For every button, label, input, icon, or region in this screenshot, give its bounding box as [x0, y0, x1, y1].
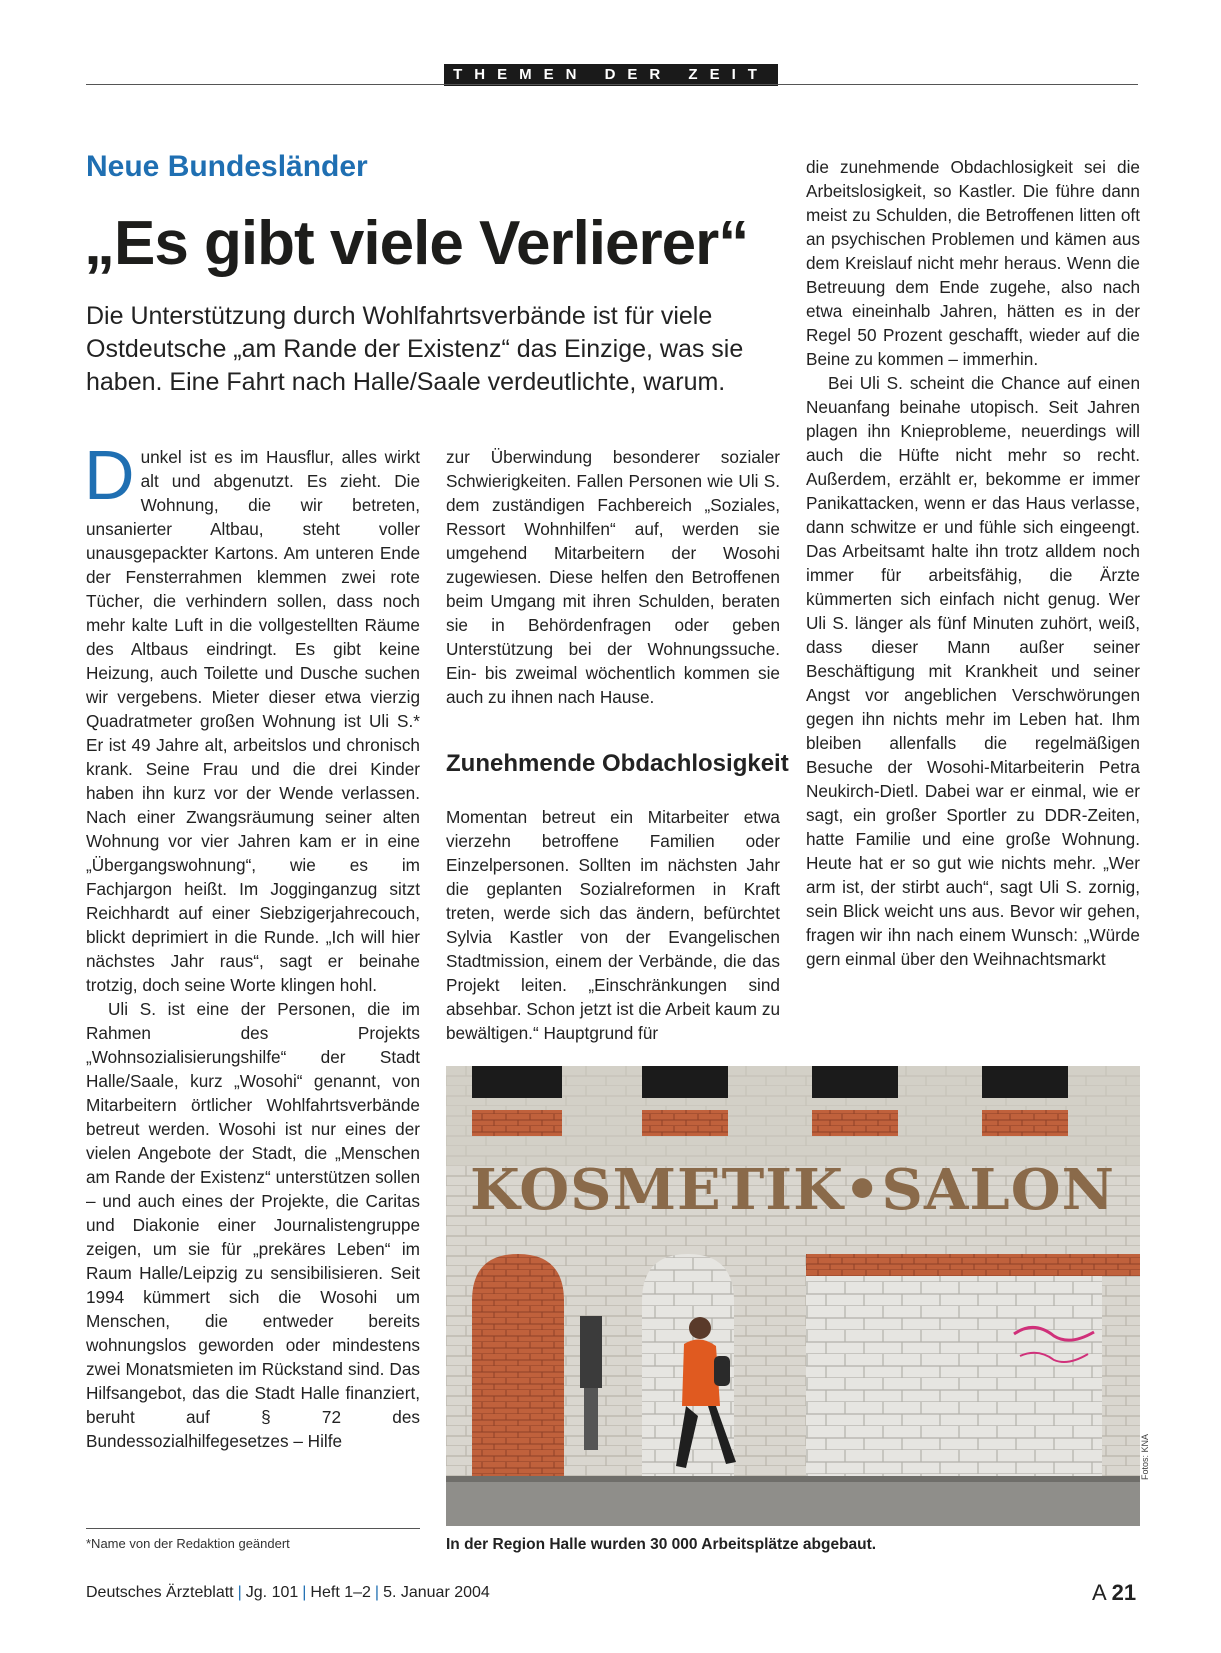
page-number: A 21	[1092, 1580, 1137, 1605]
paragraph: Momentan betreut ein Mitarbeiter etwa vierzehn betroffene Familien oder Einzelpersonen. Sollten im nächsten Jahr die geplanten Sozialreformen in Kraft treten, werde sich das ändern, befürchtet Sylvia Kastler von der Evangelischen Stadtmission, einem der Verbände, die das Projekt leiten. „Einschränkungen sind absehbar. Schon jetzt ist die Arbeit kaum zu bewältigen.“ Hauptgrund für	[446, 807, 780, 1043]
body-column-1	[84, 436, 420, 1453]
body-column-3	[806, 155, 1140, 971]
article-kicker: Neue Bundesländer	[86, 150, 368, 183]
paragraph: Bei Uli S. scheint die Chance auf einen Neuanfang beinahe utopisch. Seit Jahren plagen ihn Knieprobleme, neuerdings will auch die Hüfte nicht mehr so recht. Außerdem, erzählt er, bekomme er immer Panikattacken, wenn er das Haus verlasse, dann schwitze er und fühle sich eingeengt. Das Arbeitsamt halte ihn trotz alldem noch immer für arbeitsfähig, die Ärzte kümmerten sich einfach nicht genug. Wer Uli S. länger als fünf Minuten zuhört, weiß, dass dieser Mann außer seiner Beschäftigung mit Krankheit und seiner Angst vor angeblichen Verschwörungen gegen ihn nichts mehr im Leben hat. Ihm bleiben allenfalls die regelmäßigen Besuche der Wosohi-Mitarbeiterin Petra Neukirch-Dietl. Dabei war er einmal, wie er sagt, ein großer Sportler zu DDR-Zeiten, hatte Familie und eine große Wohnung. Heute hat er so gut wie nichts mehr. „Wer arm ist, der stirbt auch“, sagt Uli S. zornig, sein Blick weicht uns aus. Bevor wir gehen, fragen wir ihn nach einem Wunsch: „Würde gern einmal über den Weihnachtsmarkt	[806, 373, 1140, 969]
photo-credit: Fotos: KNA	[1140, 1433, 1150, 1480]
drop-cap: D	[84, 436, 135, 514]
body-column-2-continued	[446, 805, 780, 1045]
paragraph-text: unkel ist es im Hausflur, alles wirkt alt und abgenutzt. Es zieht. Die Wohnung, die wir betreten, unsanierter Altbau, steht voller unausgepackter Kartons. Am unteren Ende der Fensterrahmen klemmen zwei rote Tücher, die verhindern sollen, dass noch mehr kalte Luft in die vollgestellten Räume des Altbaus eindringt. Es gibt keine Heizung, auch Toilette und Dusche suchen wir vergebens. Mieter dieser etwa vierzig Quadratmeter großen Wohnung ist Uli S.* Er ist 49 Jahre alt, arbeitslos und chronisch krank. Seine Frau und die drei Kinder haben ihn kurz vor der Wende verlassen. Nach einer Zwangsräumung seiner alten Wohnung vor vier Jahren kam er in eine „Übergangswohnung“, wie es im Fachjargon heißt. Im Jogginganzug sitzt Reichhardt auf einer Siebzigerjahrecouch, blickt deprimiert in die Runde. „Ich will hier nächstes Jahr raus“, sagt er beinahe trotzig, doch seine Worte klingen hohl.	[86, 447, 420, 995]
paragraph: die zunehmende Obdachlosigkeit sei die Arbeitslosigkeit, so Kastler. Die führe dann meist zu Schulden, die Betroffenen litten oft an psychischen Problemen und kämen aus dem Kreislauf nicht mehr heraus. Wenn die Betreuung dem Ende zugehe, also nach etwa eineinhalb Jahren, hätten es in der Regel 50 Prozent geschafft, wieder auf die Beine zu kommen – immerhin.	[806, 157, 1140, 369]
body-column-2	[446, 445, 780, 709]
paragraph: Uli S. ist eine der Personen, die im Rahmen des Projekts „Wohnsozialisierungshilfe“ der Stadt Halle/Saale, kurz „Wosohi“ genannt, von Mitarbeitern örtlicher Wohlfahrtsverbände betreut werden. Wosohi ist nur eines der vielen Angebote der Stadt, die „Menschen am Rande der Existenz“ unterstützen sollen – und auch eines der Projekte, die Caritas und Diakonie einer Journalistengruppe zeigen, um sie für „prekäres Leben“ im Raum Halle/Leipzig zu sensibilisieren. Seit 1994 kümmert sich die Wosohi um Menschen, die entweder bereits wohnungslos geworden oder mindestens zwei Monatsmieten im Rückstand sind. Das Hilfsangebot, das die Stadt Halle finanziert, beruht auf § 72 des Bundessozialhilfegesetzes – Hilfe	[86, 999, 420, 1451]
photo-sign-text: KOSMETIK•SALON	[470, 1157, 1115, 1223]
article-headline: „Es gibt viele Verlierer“	[84, 209, 749, 278]
footnote: *Name von der Redaktion geändert	[86, 1536, 290, 1551]
paragraph	[84, 436, 420, 997]
photo-building-facade	[446, 1066, 1140, 1526]
subheading: Zunehmende Obdachlosigkeit	[446, 750, 789, 777]
photo-caption: In der Region Halle wurden 30 000 Arbeitsplätze abgebaut.	[446, 1536, 877, 1553]
footnote-rule	[86, 1528, 420, 1529]
volume: Jg. 101	[245, 1584, 299, 1601]
journal-name: Deutsches Ärzteblatt	[86, 1584, 234, 1601]
issue-date: 5. Januar 2004	[383, 1584, 490, 1601]
article-lead: Die Unterstützung durch Wohlfahrtsverbände ist für viele Ostdeutsche „am Rande der Existenz“ das Einzige, was sie haben. Eine Fahrt nach Halle/Saale verdeutlichte, warum.	[86, 302, 744, 396]
header-rule	[86, 84, 1138, 85]
page-footer: Deutsches Ärzteblatt | Jg. 101 | Heft 1–2 | 5. Januar 2004	[86, 1584, 490, 1601]
article-photo	[446, 1066, 1140, 1526]
section-label: THEMEN DER ZEIT	[444, 64, 778, 86]
issue: Heft 1–2	[310, 1584, 371, 1601]
paragraph: zur Überwindung besonderer sozialer Schwierigkeiten. Fallen Personen wie Uli S. dem zuständigen Fachbereich „Soziales, Ressort Wohnhilfen“ auf, werden sie umgehend Mitarbeitern der Wosohi zugewiesen. Diese helfen den Betroffenen beim Umgang mit ihren Schulden, beraten sie in Behördenfragen oder geben Unterstützung bei der Wohnungssuche. Ein- bis zweimal wöchentlich kommen sie auch zu ihnen nach Hause.	[446, 447, 780, 707]
